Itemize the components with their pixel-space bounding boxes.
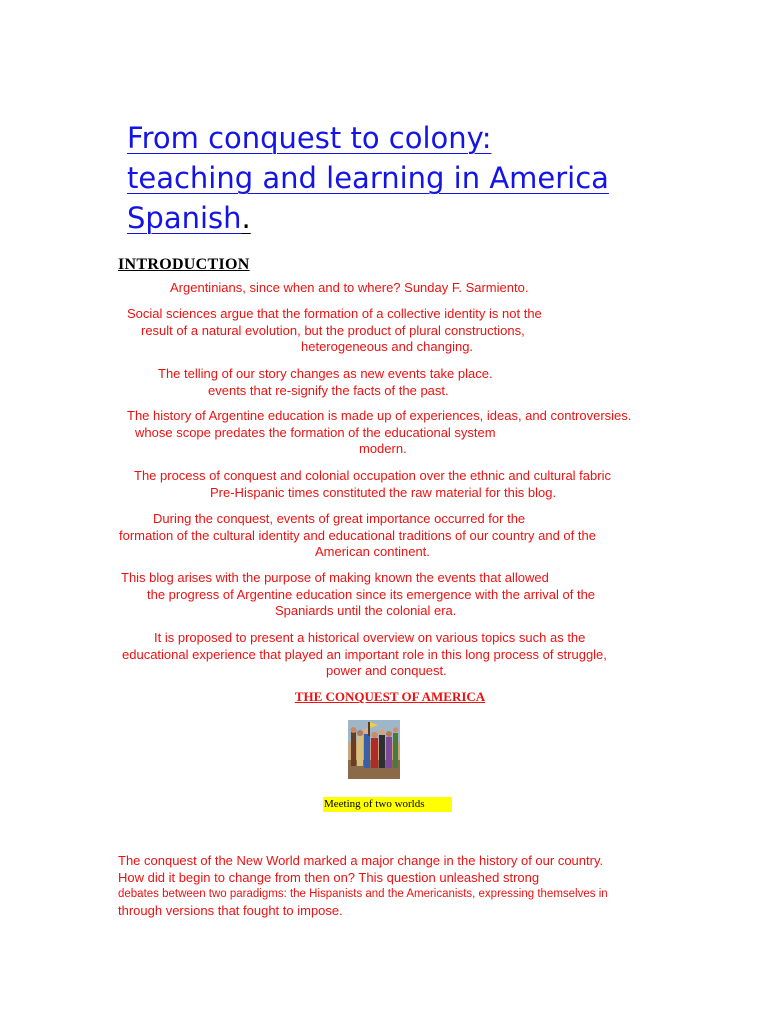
introduction-heading: INTRODUCTION [118, 256, 250, 273]
title-line-1: From conquest to colony: [127, 121, 492, 155]
paragraph-line: events that re-signify the facts of the past. [208, 382, 449, 398]
paragraph-line: This blog arises with the purpose of making known the events that allowed [121, 570, 549, 585]
title-period: . [241, 201, 251, 235]
page-title [127, 118, 687, 238]
paragraph-line: The history of Argentine education is made up of experiences, ideas, and controversies. [127, 408, 632, 423]
paragraph-line: whose scope predates the formation of the educational system [135, 424, 496, 440]
paragraph-line: Social sciences argue that the formation of a collective identity is not the [127, 306, 542, 321]
paragraph-line: The conquest of the New World marked a major change in the history of our country. [118, 853, 604, 868]
meeting-illustration-art [348, 720, 400, 779]
paragraph-line: result of a natural evolution, but the product of plural constructions, [141, 322, 525, 338]
paragraph-line: Spaniards until the colonial era. [275, 603, 457, 618]
paragraph-line: modern. [359, 441, 407, 456]
paragraph-line: heterogeneous and changing. [301, 339, 474, 354]
paragraph-line: Argentinians, since when and to where? Sunday F. Sarmiento. [170, 280, 529, 295]
paragraph-line: During the conquest, events of great importance occurred for the [153, 511, 526, 526]
paragraph-process [134, 468, 611, 501]
paragraph-line: The telling of our story changes as new events take place. [158, 366, 493, 381]
paragraph-new-world [118, 852, 608, 919]
paragraph-conquest [119, 511, 596, 561]
paragraph-blog-purpose [121, 570, 595, 620]
paragraph-story [158, 366, 493, 399]
paragraph-line: The process of conquest and colonial occupation over the ethnic and cultural fabric [134, 468, 611, 483]
paragraph-line: How did it begin to change from then on? This question unleashed strong [118, 870, 540, 885]
paragraph-line: formation of the cultural identity and educational traditions of our country and of the [119, 527, 596, 543]
paragraph-line: through versions that fought to impose. [118, 903, 343, 918]
paragraph-line: It is proposed to present a historical overview on various topics such as the [154, 630, 586, 645]
title-line-2: teaching and learning in America [127, 161, 609, 195]
paragraph-quote [170, 280, 528, 297]
paragraph-history [127, 408, 631, 458]
paragraph-line: debates between two paradigms: the Hispanists and the Americanists, expressing themselves in [118, 888, 608, 900]
meeting-illustration [348, 720, 400, 779]
paragraph-line: the progress of Argentine education since its emergence with the arrival of the [147, 586, 596, 602]
paragraph-line: power and conquest. [326, 663, 447, 678]
paragraph-line: educational experience that played an important role in this long process of struggle, [122, 646, 607, 662]
paragraph-overview [122, 630, 607, 680]
image-caption: Meeting of two worlds [323, 797, 452, 812]
title-line-3: Spanish. [127, 201, 251, 235]
paragraph-line: American continent. [315, 544, 430, 559]
paragraph-identity [127, 306, 542, 356]
paragraph-line: Pre-Hispanic times constituted the raw material for this blog. [210, 484, 557, 500]
conquest-section-heading: THE CONQUEST OF AMERICA [294, 689, 486, 704]
